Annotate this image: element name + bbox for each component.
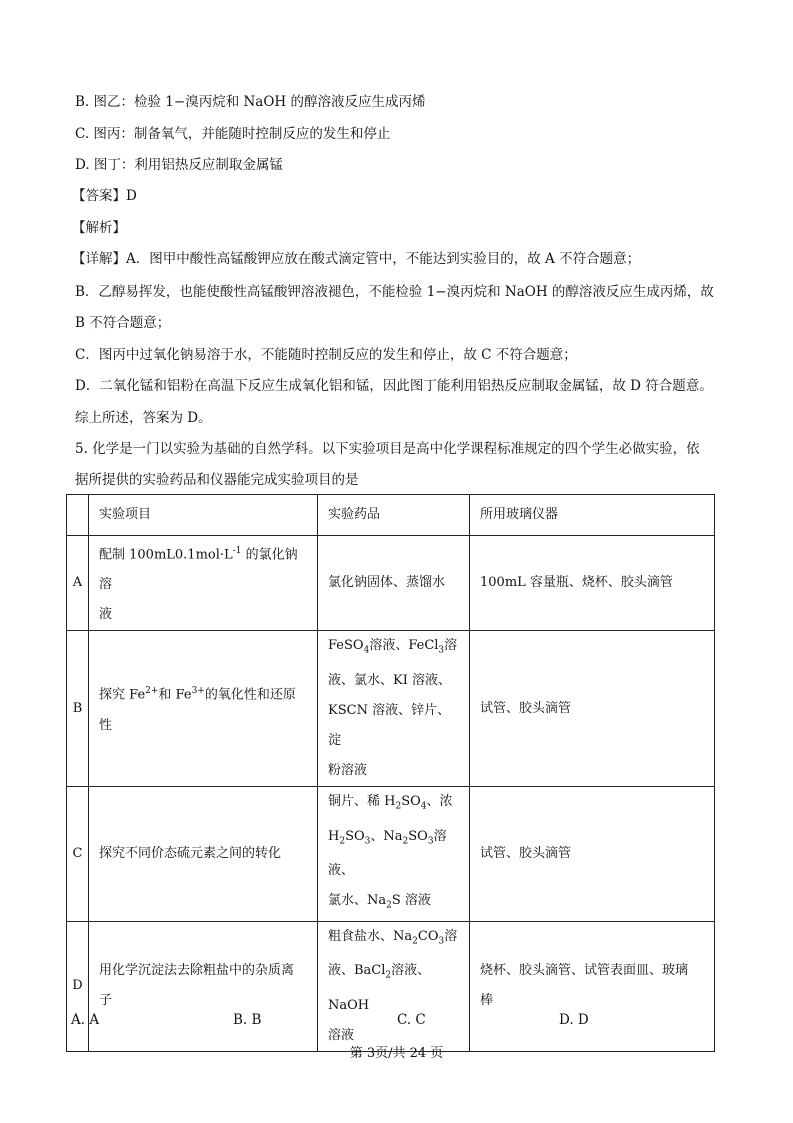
- subscript: 2: [412, 936, 418, 947]
- glassware-cell: 100mL 容量瓶、烧杯、胶头滴管: [470, 536, 715, 631]
- reagent-text: 铜片、稀 H: [328, 793, 396, 809]
- glassware-text: 棒: [480, 993, 494, 1009]
- table-row: [67, 536, 715, 631]
- reagent-text: SO: [345, 828, 365, 844]
- glassware-cell: [470, 921, 715, 1051]
- reagent-text: 液、BaCl: [328, 963, 386, 979]
- answer-label: 【答案】D: [72, 188, 137, 204]
- question-5-stem: 5. 化学是一门以实验为基础的自然学科。以下实验项目是高中化学课程标准规定的四个学生必做实验，依: [75, 441, 700, 457]
- choice-c[interactable]: C. C: [397, 1012, 426, 1028]
- table-row: [67, 786, 715, 921]
- table-header-cell: [67, 495, 89, 536]
- reagent-text: 、Na: [370, 828, 403, 844]
- superscript: 3+: [191, 686, 205, 697]
- subscript: 4: [363, 645, 370, 656]
- row-label: A: [67, 536, 89, 631]
- choice-a[interactable]: A. A: [71, 1012, 100, 1028]
- project-text: 子: [99, 993, 113, 1009]
- table-header-row: [67, 495, 715, 536]
- project-text: 探究 Fe: [99, 687, 146, 703]
- reagent-text: H: [328, 828, 340, 844]
- subscript: 2: [395, 801, 402, 812]
- analysis-label: 【解析】: [72, 220, 126, 236]
- row-label: B: [67, 631, 89, 787]
- project-text: 配制 100mL0.1mol·L: [99, 547, 233, 563]
- subscript: 3: [438, 645, 445, 656]
- subscript: 2: [386, 900, 392, 911]
- reagent-text: 氯水、Na: [328, 893, 387, 909]
- subscript: 3: [427, 836, 434, 847]
- glassware-cell: 试管、胶头滴管: [470, 631, 715, 787]
- subscript: 4: [420, 801, 427, 812]
- question-5-stem-cont: 据所提供的实验药品和仪器能完成实验项目的是: [75, 472, 359, 488]
- subscript: 2: [402, 836, 409, 847]
- reagents-cell: [318, 631, 470, 787]
- reagent-text: 溶: [444, 928, 458, 944]
- superscript: -1: [232, 546, 242, 556]
- reagent-text: 粉溶液: [328, 762, 368, 778]
- project-text: 的氯化钠溶: [99, 547, 298, 593]
- reagents-cell: 氯化钠固体、蒸馏水: [318, 536, 470, 631]
- table-row: [67, 631, 715, 787]
- explanation-line: 【详解】A．图甲中酸性高锰酸钾应放在酸式滴定管中，不能达到实验目的，故 A 不符合题意；: [72, 251, 641, 267]
- reagent-text: 溶液、FeCl: [369, 638, 439, 654]
- explanation-line: B．乙醇易挥发，也能使酸性高锰酸钾溶液褪色，不能检验 1−溴丙烷和 NaOH 的醇溶液反应生成丙烯，故: [75, 284, 714, 300]
- reagents-cell: [318, 786, 470, 921]
- subscript: 2: [339, 836, 346, 847]
- page-footer: 第 3页/共 24 页: [349, 1046, 444, 1061]
- subscript: 2: [385, 970, 392, 981]
- superscript: 2+: [145, 686, 159, 697]
- reagent-text: 粗食盐水、Na: [328, 928, 413, 944]
- explanation-line: B 不符合题意；: [75, 315, 171, 331]
- explanation-line: C．图丙中过氧化钠易溶于水，不能随时控制反应的发生和停止，故 C 不符合题意；: [75, 347, 577, 363]
- reagent-text: 、浓: [426, 793, 453, 809]
- choice-d[interactable]: D. D: [559, 1012, 589, 1028]
- reagent-text: SO: [401, 793, 421, 809]
- project-text: 液: [99, 607, 113, 623]
- option-b-prev: B. 图乙：检验 1−溴丙烷和 NaOH 的醇溶液反应生成丙烯: [75, 94, 426, 110]
- table-row: [67, 921, 715, 1051]
- explanation-line: 综上所述，答案为 D。: [75, 410, 212, 426]
- project-text: 的氧化性和还原性: [99, 687, 296, 733]
- reagent-text: 液、氯水、KI 溶液、: [328, 672, 451, 688]
- reagent-text: 溶液、: [328, 828, 447, 879]
- option-c-prev: C. 图丙：制备氧气，并能随时控制反应的发生和停止: [75, 126, 391, 142]
- subscript: 3: [438, 936, 445, 947]
- reagent-text: 溶液、NaOH: [328, 963, 431, 1013]
- subscript: 3: [364, 836, 371, 847]
- table-header-cell: 实验药品: [318, 495, 470, 536]
- glassware-cell: 试管、胶头滴管: [470, 786, 715, 921]
- reagent-text: KSCN 溶液、锌片、淀: [328, 702, 451, 748]
- reagent-text: SO: [408, 828, 428, 844]
- table-header-cell: 所用玻璃仪器: [470, 495, 715, 536]
- project-text: 用化学沉淀法去除粗盐中的杂质离: [99, 963, 295, 979]
- project-cell: [89, 921, 318, 1051]
- row-label: C: [67, 786, 89, 921]
- project-cell: [89, 631, 318, 787]
- explanation-line: D．二氧化锰和铝粉在高温下反应生成氧化铝和锰，因此图丁能利用铝热反应制取金属锰，故 D 符合题意。: [75, 378, 713, 394]
- glassware-text: 烧杯、胶头滴管、试管表面皿、玻璃: [480, 963, 689, 979]
- table-header-cell: 实验项目: [89, 495, 318, 536]
- reagent-text: 溶液: [328, 1027, 355, 1043]
- project-cell: 探究不同价态硫元素之间的转化: [89, 786, 318, 921]
- reagent-text: CO: [417, 928, 439, 944]
- option-d-prev: D. 图丁：利用铝热反应制取金属锰: [75, 157, 283, 173]
- row-label: D: [67, 921, 89, 1051]
- reagent-text: 溶: [444, 638, 458, 654]
- project-text: 和 Fe: [158, 687, 192, 703]
- reagents-cell: [318, 921, 470, 1051]
- reagent-text: FeSO: [328, 638, 364, 654]
- project-cell: [89, 536, 318, 631]
- reagent-text: S 溶液: [391, 893, 431, 909]
- answer-choices: [71, 1010, 715, 1030]
- choice-b[interactable]: B. B: [233, 1012, 262, 1028]
- experiment-table: [66, 494, 715, 1052]
